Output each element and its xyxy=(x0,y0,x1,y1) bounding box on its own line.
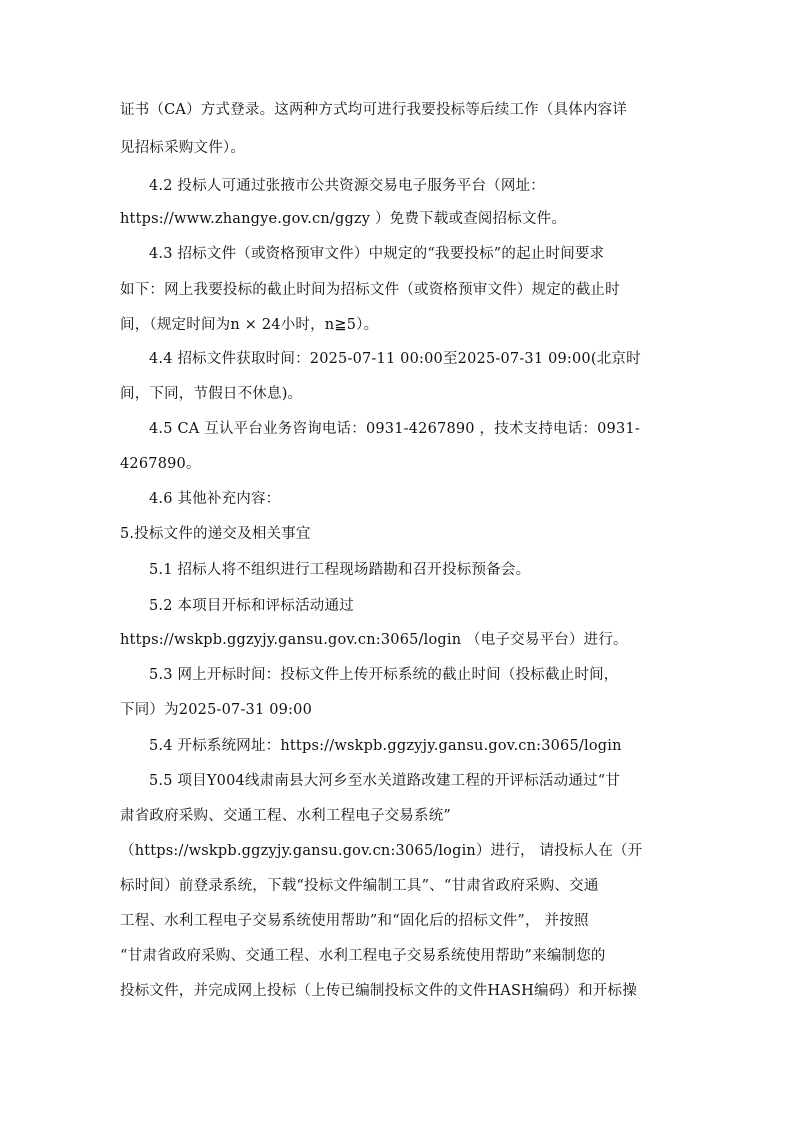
text-line: 肃省政府采购、交通工程、水利工程电子交易系统” xyxy=(120,808,452,824)
text-line: 间，（规定时间为n × 24小时，n≧5）。 xyxy=(120,317,379,333)
text-line: 4.5 CA 互认平台业务咨询电话：0931-4267890 ，技术支持电话：0931- xyxy=(149,421,640,437)
text-line: 4.3 招标文件（或资格预审文件）中规定的“我要投标”的起止时间要求 xyxy=(149,246,605,262)
text-line: https://wskpb.ggzyjy.gansu.gov.cn:3065/login （电子交易平台）进行。 xyxy=(120,632,628,648)
text-line: https://www.zhangye.gov.cn/ggzy ）免费下载或查阅招标文件。 xyxy=(120,211,567,227)
text-line: 证书（CA）方式登录。这两种方式均可进行我要投标等后续工作（具体内容详 xyxy=(120,102,628,118)
text-line: 4267890。 xyxy=(120,456,201,472)
text-line: “甘肃省政府采购、交通工程、水利工程电子交易系统使用帮助”来编制您的 xyxy=(120,948,606,964)
text-line: 见招标采购文件）。 xyxy=(120,140,246,156)
text-line: 5.1 招标人将不组织进行工程现场踏勘和召开投标预备会。 xyxy=(149,562,531,578)
text-line: 5.5 项目Y004线肃南县大河乡至水关道路改建工程的开评标活动通过“甘 xyxy=(149,773,621,789)
text-line: 下同）为2025-07-31 09:00 xyxy=(120,702,312,718)
text-line: 工程、水利工程电子交易系统使用帮助”和“固化后的招标文件”， 并按照 xyxy=(120,913,589,929)
text-line: 间，下同，节假日不休息)。 xyxy=(120,386,303,402)
text-line: 5.4 开标系统网址：https://wskpb.ggzyjy.gansu.gov.cn:3065/login xyxy=(149,738,622,754)
text-line: 投标文件，并完成网上投标（上传已编制投标文件的文件HASH编码）和开标操 xyxy=(120,983,637,999)
text-line: 4.2 投标人可通过张掖市公共资源交易电子服务平台（网址： xyxy=(149,178,545,194)
text-line: 如下：网上我要投标的截止时间为招标文件（或资格预审文件）规定的截止时 xyxy=(120,282,620,298)
text-line: 4.6 其他补充内容： xyxy=(149,491,281,507)
text-line: （https://wskpb.ggzyjy.gansu.gov.cn:3065/login）进行， 请投标人在（开 xyxy=(120,843,643,859)
text-line: 标时间）前登录系统，下载“投标文件编制工具”、“甘肃省政府采购、交通 xyxy=(120,878,599,894)
text-line: 5.3 网上开标时间：投标文件上传开标系统的截止时间（投标截止时间， xyxy=(149,667,619,683)
section-heading: 5.投标文件的递交及相关事宜 xyxy=(120,526,311,542)
text-line: 5.2 本项目开标和评标活动通过 xyxy=(149,598,354,614)
text-line: 4.4 招标文件获取时间：2025-07-11 00:00至2025-07-31 09:00(北京时 xyxy=(149,351,641,367)
